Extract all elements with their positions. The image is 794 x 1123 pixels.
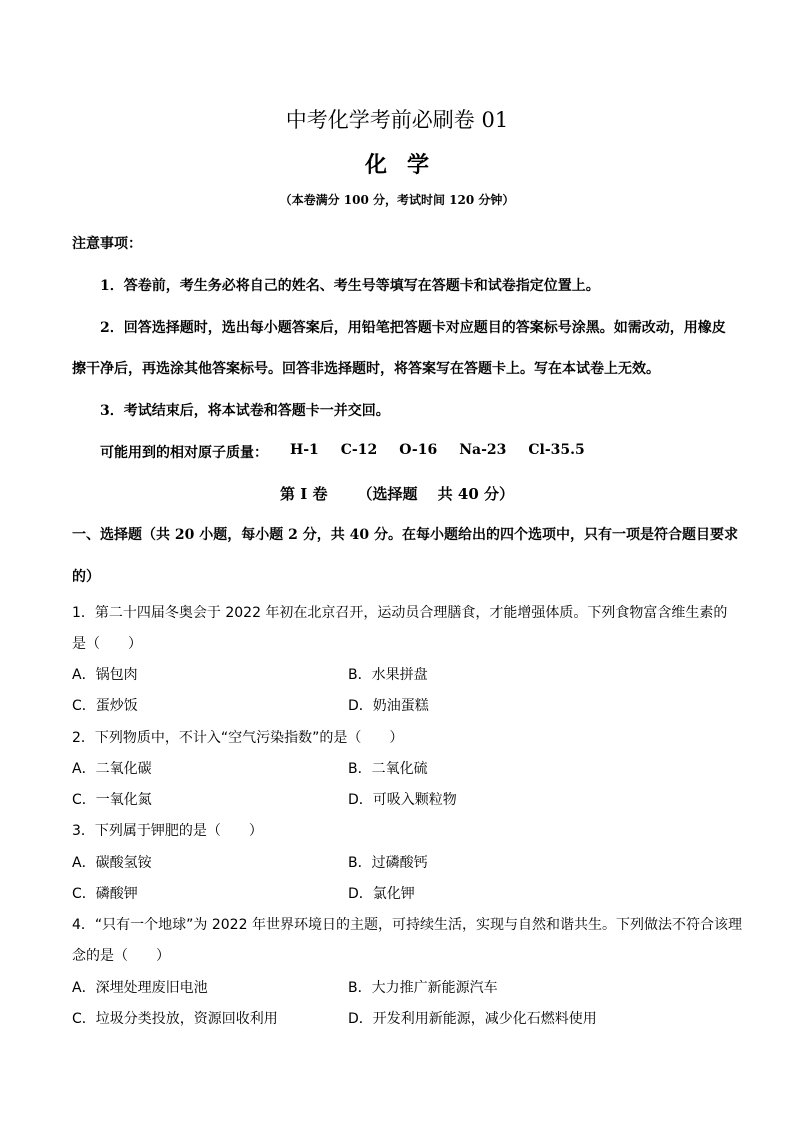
question-3-option-d: D．氯化钾 bbox=[348, 886, 415, 902]
question-1-option-d: D．奶油蛋糕 bbox=[348, 698, 429, 714]
atomic-mass-cl: Cl-35.5 bbox=[528, 442, 585, 458]
note-item-1: 1．答卷前，考生务必将自己的姓名、考生号等填写在答题卡和试卷指定位置上。 bbox=[100, 278, 600, 294]
question-2-stem: 2．下列物质中，不计入“空气污染指数”的是（ ） bbox=[72, 730, 404, 746]
question-4-option-b: B．大力推广新能源汽车 bbox=[348, 980, 498, 996]
note-item-2: 2．回答选择题时，选出每小题答案后，用铅笔把答题卡对应题目的答案标号涂黑。如需改动，用橡皮 bbox=[100, 320, 726, 336]
question-3-option-b: B．过磷酸钙 bbox=[348, 855, 428, 871]
atomic-mass-c: C-12 bbox=[340, 442, 378, 458]
atomic-mass-o: O-16 bbox=[399, 442, 438, 458]
section-heading bbox=[0, 483, 794, 504]
atomic-mass-label: 可能用到的相对原子质量： bbox=[100, 445, 268, 461]
question-1-stem: 1．第二十四届冬奥会于 2022 年初在北京召开，运动员合理膳食，才能增强体质。下列食物富含维生素的 bbox=[72, 605, 728, 621]
question-4-option-a: A．深埋处理废旧电池 bbox=[72, 980, 208, 996]
section-instruction-cont: 的） bbox=[72, 569, 100, 585]
question-4-option-c: C．垃圾分类投放，资源回收利用 bbox=[72, 1011, 278, 1027]
subject-title: 化学 bbox=[364, 152, 449, 178]
question-2-option-a: A．二氧化碳 bbox=[72, 761, 152, 777]
question-3-stem: 3．下列属于钾肥的是（ ） bbox=[72, 823, 263, 839]
exam-info: （本卷满分 100 分，考试时间 120 分钟） bbox=[279, 193, 515, 207]
question-4-stem-cont: 念的是（ ） bbox=[72, 948, 170, 964]
note-item-2-cont: 擦干净后，再选涂其他答案标号。回答非选择题时，将答案写在答题卡上。写在本试卷上无效。 bbox=[72, 361, 660, 377]
question-1-stem-cont: 是（ ） bbox=[72, 636, 142, 652]
section-desc: （选择题 共 40 分） bbox=[357, 485, 514, 503]
question-1-option-c: C．蛋炒饭 bbox=[72, 698, 138, 714]
atomic-mass-na: Na-23 bbox=[459, 442, 507, 458]
question-2-option-d: D．可吸入颗粒物 bbox=[348, 792, 457, 808]
question-2-option-c: C．一氧化氮 bbox=[72, 792, 152, 808]
question-4-stem: 4．“只有一个地球”为 2022 年世界环境日的主题，可持续生活，实现与自然和谐共生。下列做法不符合该理 bbox=[72, 917, 742, 933]
atomic-mass-h: H-1 bbox=[290, 442, 319, 458]
section-instruction: 一、选择题（共 20 小题，每小题 2 分，共 40 分。在每小题给出的四个选项中，只有一项是符合题目要求 bbox=[72, 527, 738, 543]
atomic-mass-row bbox=[100, 442, 585, 462]
note-item-3: 3．考试结束后，将本试卷和答题卡一并交回。 bbox=[100, 403, 390, 419]
question-1-option-a: A．锅包肉 bbox=[72, 667, 138, 683]
paper-title: 中考化学考前必刷卷 01 bbox=[285, 108, 509, 132]
question-1-option-b: B．水果拼盘 bbox=[348, 667, 428, 683]
question-3-option-c: C．磷酸钾 bbox=[72, 886, 138, 902]
question-4-option-d: D．开发利用新能源，减少化石燃料使用 bbox=[348, 1011, 597, 1027]
question-2-option-b: B．二氧化硫 bbox=[348, 761, 428, 777]
question-3-option-a: A．碳酸氢铵 bbox=[72, 855, 152, 871]
section-part: 第 I 卷 bbox=[279, 485, 328, 503]
notes-heading: 注意事项： bbox=[72, 236, 142, 252]
